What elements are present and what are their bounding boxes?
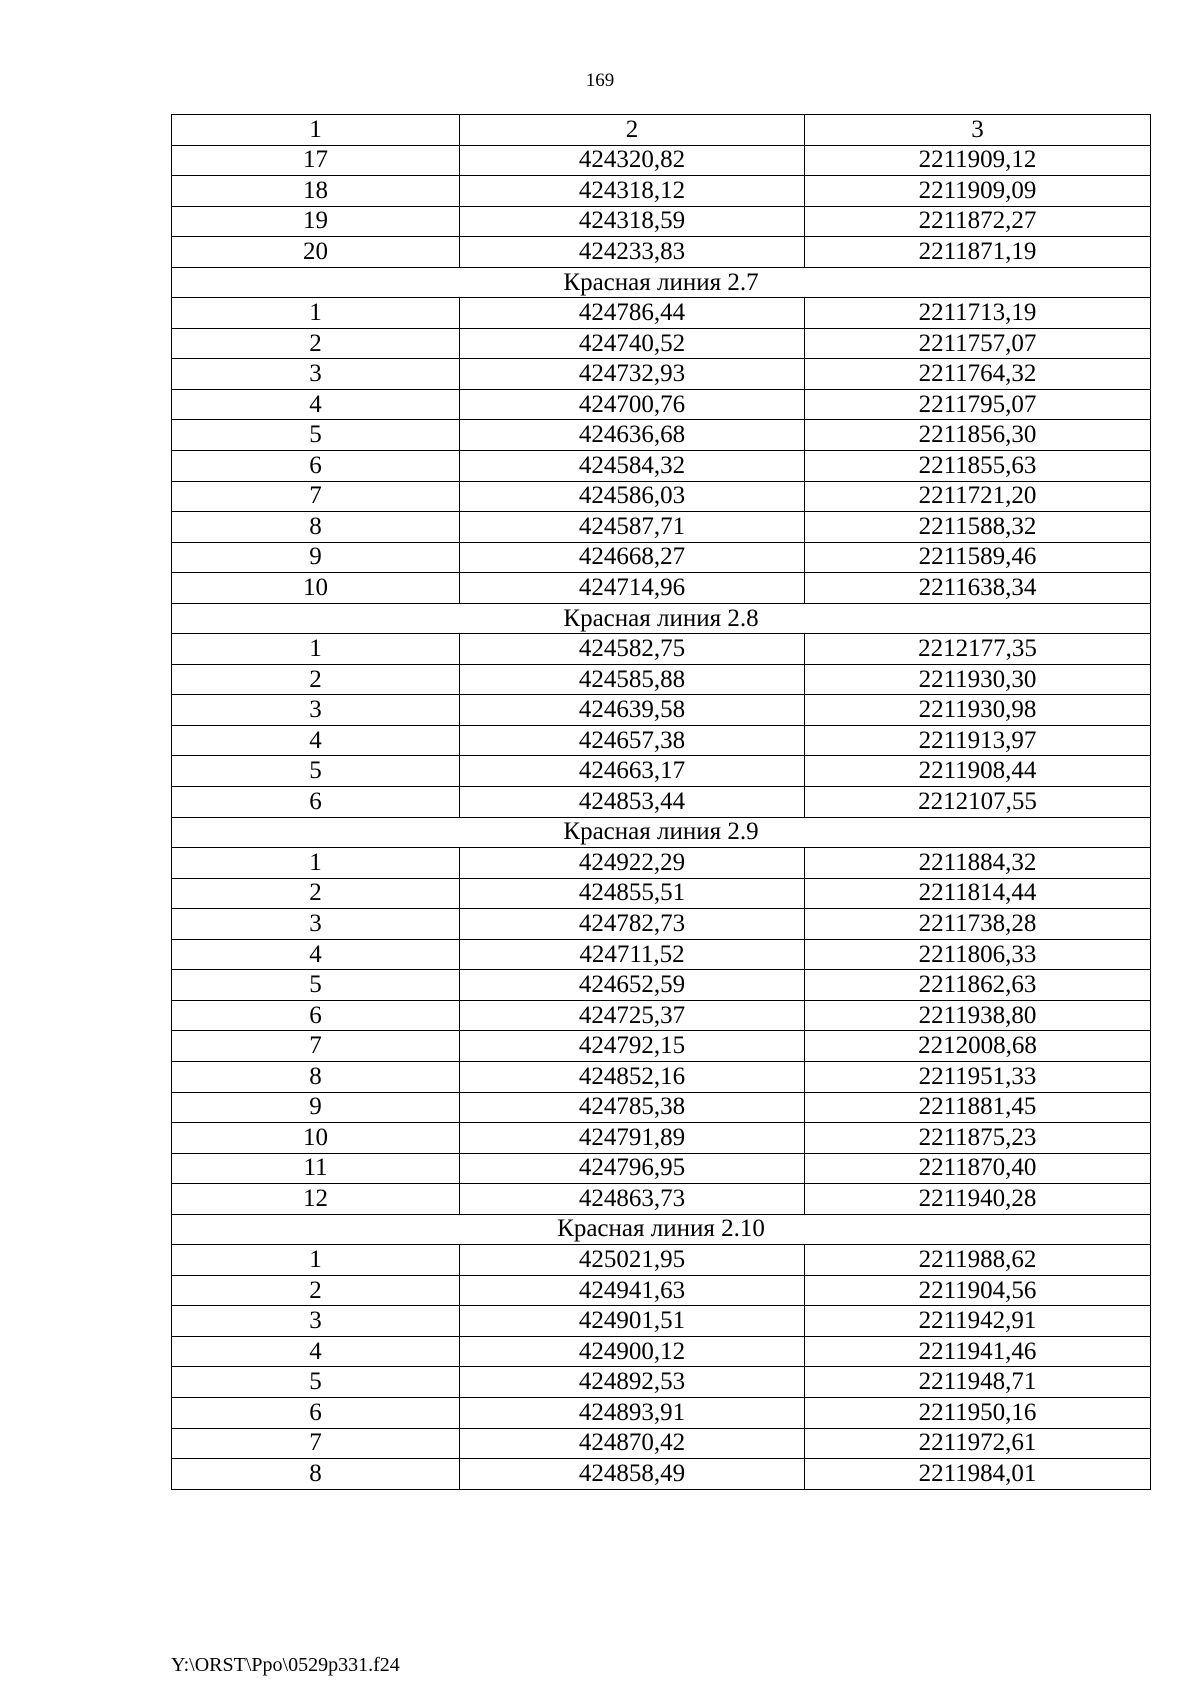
y-coordinate-cell: 2211988,62 <box>805 1245 1151 1276</box>
footer-file-path: Y:\ORST\Ppo\0529p331.f24 <box>171 1654 400 1676</box>
y-coordinate-cell: 2212107,55 <box>805 787 1151 818</box>
table-row <box>172 1061 1151 1092</box>
x-coordinate-cell: 424725,37 <box>460 1000 805 1031</box>
table-row <box>172 481 1151 512</box>
y-coordinate-cell: 2211589,46 <box>805 542 1151 573</box>
point-number-cell: 7 <box>172 1428 460 1459</box>
table-row <box>172 1397 1151 1428</box>
x-coordinate-cell: 424582,75 <box>460 634 805 665</box>
table-row <box>172 695 1151 726</box>
point-number-cell: 5 <box>172 420 460 451</box>
x-coordinate-cell: 424786,44 <box>460 298 805 329</box>
x-coordinate-cell: 424796,95 <box>460 1153 805 1184</box>
table-row <box>172 848 1151 879</box>
x-coordinate-cell: 424711,52 <box>460 939 805 970</box>
x-coordinate-cell: 424893,91 <box>460 1397 805 1428</box>
y-coordinate-cell: 2211862,63 <box>805 970 1151 1001</box>
y-coordinate-cell: 2211951,33 <box>805 1061 1151 1092</box>
section-title: Красная линия 2.9 <box>172 817 1151 848</box>
header-row <box>172 115 1151 146</box>
y-coordinate-cell: 2211764,32 <box>805 359 1151 390</box>
x-coordinate-cell: 424892,53 <box>460 1367 805 1398</box>
point-number-cell: 2 <box>172 878 460 909</box>
y-coordinate-cell: 2211721,20 <box>805 481 1151 512</box>
point-number-cell: 3 <box>172 359 460 390</box>
x-coordinate-cell: 424639,58 <box>460 695 805 726</box>
y-coordinate-cell: 2211948,71 <box>805 1367 1151 1398</box>
table-row <box>172 1031 1151 1062</box>
point-number-cell: 10 <box>172 1123 460 1154</box>
x-coordinate-cell: 424657,38 <box>460 725 805 756</box>
point-number-cell: 6 <box>172 1000 460 1031</box>
table-row <box>172 725 1151 756</box>
x-coordinate-cell: 424852,16 <box>460 1061 805 1092</box>
x-coordinate-cell: 424652,59 <box>460 970 805 1001</box>
point-number-cell: 4 <box>172 389 460 420</box>
table-row <box>172 1336 1151 1367</box>
y-coordinate-cell: 2211884,32 <box>805 848 1151 879</box>
section-title-row <box>172 817 1151 848</box>
coordinates-table-body <box>172 115 1151 1490</box>
x-coordinate-cell: 424233,83 <box>460 237 805 268</box>
x-coordinate-cell: 424663,17 <box>460 756 805 787</box>
table-row <box>172 1153 1151 1184</box>
table-row <box>172 909 1151 940</box>
table-row <box>172 1184 1151 1215</box>
header-cell-2: 2 <box>460 115 805 146</box>
table-row <box>172 1245 1151 1276</box>
table-row <box>172 970 1151 1001</box>
point-number-cell: 9 <box>172 542 460 573</box>
x-coordinate-cell: 424586,03 <box>460 481 805 512</box>
table-row <box>172 206 1151 237</box>
table-row <box>172 1367 1151 1398</box>
x-coordinate-cell: 424792,15 <box>460 1031 805 1062</box>
y-coordinate-cell: 2211940,28 <box>805 1184 1151 1215</box>
x-coordinate-cell: 424732,93 <box>460 359 805 390</box>
y-coordinate-cell: 2211913,97 <box>805 725 1151 756</box>
coordinates-table <box>171 114 1151 1490</box>
point-number-cell: 7 <box>172 1031 460 1062</box>
point-number-cell: 19 <box>172 206 460 237</box>
y-coordinate-cell: 2212008,68 <box>805 1031 1151 1062</box>
point-number-cell: 12 <box>172 1184 460 1215</box>
y-coordinate-cell: 2211870,40 <box>805 1153 1151 1184</box>
point-number-cell: 9 <box>172 1092 460 1123</box>
x-coordinate-cell: 424782,73 <box>460 909 805 940</box>
y-coordinate-cell: 2211881,45 <box>805 1092 1151 1123</box>
point-number-cell: 2 <box>172 1275 460 1306</box>
point-number-cell: 18 <box>172 176 460 207</box>
table-row <box>172 389 1151 420</box>
x-coordinate-cell: 424901,51 <box>460 1306 805 1337</box>
x-coordinate-cell: 424587,71 <box>460 512 805 543</box>
section-title: Красная линия 2.7 <box>172 267 1151 298</box>
table-row <box>172 1306 1151 1337</box>
point-number-cell: 5 <box>172 1367 460 1398</box>
y-coordinate-cell: 2211904,56 <box>805 1275 1151 1306</box>
table-row <box>172 878 1151 909</box>
point-number-cell: 5 <box>172 970 460 1001</box>
x-coordinate-cell: 424853,44 <box>460 787 805 818</box>
table-row <box>172 420 1151 451</box>
point-number-cell: 1 <box>172 634 460 665</box>
point-number-cell: 2 <box>172 664 460 695</box>
y-coordinate-cell: 2211814,44 <box>805 878 1151 909</box>
point-number-cell: 1 <box>172 1245 460 1276</box>
table-row <box>172 328 1151 359</box>
point-number-cell: 3 <box>172 695 460 726</box>
x-coordinate-cell: 424900,12 <box>460 1336 805 1367</box>
point-number-cell: 1 <box>172 848 460 879</box>
table-row <box>172 298 1151 329</box>
point-number-cell: 2 <box>172 328 460 359</box>
x-coordinate-cell: 424785,38 <box>460 1092 805 1123</box>
y-coordinate-cell: 2211638,34 <box>805 573 1151 604</box>
table-row <box>172 634 1151 665</box>
table-row <box>172 573 1151 604</box>
point-number-cell: 17 <box>172 145 460 176</box>
table-row <box>172 1428 1151 1459</box>
point-number-cell: 1 <box>172 298 460 329</box>
y-coordinate-cell: 2211930,98 <box>805 695 1151 726</box>
y-coordinate-cell: 2211972,61 <box>805 1428 1151 1459</box>
page-number: 169 <box>585 70 615 91</box>
section-title-row <box>172 1214 1151 1245</box>
table-row <box>172 176 1151 207</box>
table-row <box>172 145 1151 176</box>
y-coordinate-cell: 2211872,27 <box>805 206 1151 237</box>
x-coordinate-cell: 424700,76 <box>460 389 805 420</box>
table-row <box>172 1000 1151 1031</box>
y-coordinate-cell: 2211930,30 <box>805 664 1151 695</box>
table-row <box>172 451 1151 482</box>
point-number-cell: 6 <box>172 1397 460 1428</box>
y-coordinate-cell: 2211871,19 <box>805 237 1151 268</box>
table-row <box>172 1459 1151 1490</box>
y-coordinate-cell: 2211938,80 <box>805 1000 1151 1031</box>
x-coordinate-cell: 424740,52 <box>460 328 805 359</box>
x-coordinate-cell: 424922,29 <box>460 848 805 879</box>
header-cell-1: 1 <box>172 115 460 146</box>
x-coordinate-cell: 424636,68 <box>460 420 805 451</box>
y-coordinate-cell: 2211588,32 <box>805 512 1151 543</box>
y-coordinate-cell: 2211909,09 <box>805 176 1151 207</box>
table-row <box>172 939 1151 970</box>
point-number-cell: 11 <box>172 1153 460 1184</box>
x-coordinate-cell: 424584,32 <box>460 451 805 482</box>
point-number-cell: 3 <box>172 909 460 940</box>
table-row <box>172 512 1151 543</box>
point-number-cell: 4 <box>172 725 460 756</box>
y-coordinate-cell: 2211941,46 <box>805 1336 1151 1367</box>
point-number-cell: 10 <box>172 573 460 604</box>
y-coordinate-cell: 2211908,44 <box>805 756 1151 787</box>
x-coordinate-cell: 424318,12 <box>460 176 805 207</box>
point-number-cell: 20 <box>172 237 460 268</box>
x-coordinate-cell: 424585,88 <box>460 664 805 695</box>
y-coordinate-cell: 2211855,63 <box>805 451 1151 482</box>
y-coordinate-cell: 2211950,16 <box>805 1397 1151 1428</box>
point-number-cell: 4 <box>172 939 460 970</box>
x-coordinate-cell: 424941,63 <box>460 1275 805 1306</box>
point-number-cell: 3 <box>172 1306 460 1337</box>
point-number-cell: 6 <box>172 451 460 482</box>
x-coordinate-cell: 424714,96 <box>460 573 805 604</box>
table-row <box>172 237 1151 268</box>
y-coordinate-cell: 2211806,33 <box>805 939 1151 970</box>
point-number-cell: 6 <box>172 787 460 818</box>
table-row <box>172 787 1151 818</box>
x-coordinate-cell: 424858,49 <box>460 1459 805 1490</box>
x-coordinate-cell: 425021,95 <box>460 1245 805 1276</box>
y-coordinate-cell: 2211856,30 <box>805 420 1151 451</box>
table-row <box>172 664 1151 695</box>
point-number-cell: 8 <box>172 1061 460 1092</box>
point-number-cell: 8 <box>172 1459 460 1490</box>
header-cell-3: 3 <box>805 115 1151 146</box>
point-number-cell: 5 <box>172 756 460 787</box>
table-row <box>172 756 1151 787</box>
table-row <box>172 1275 1151 1306</box>
y-coordinate-cell: 2212177,35 <box>805 634 1151 665</box>
x-coordinate-cell: 424320,82 <box>460 145 805 176</box>
point-number-cell: 8 <box>172 512 460 543</box>
x-coordinate-cell: 424863,73 <box>460 1184 805 1215</box>
y-coordinate-cell: 2211909,12 <box>805 145 1151 176</box>
section-title-row <box>172 267 1151 298</box>
y-coordinate-cell: 2211738,28 <box>805 909 1151 940</box>
y-coordinate-cell: 2211795,07 <box>805 389 1151 420</box>
y-coordinate-cell: 2211942,91 <box>805 1306 1151 1337</box>
section-title: Красная линия 2.8 <box>172 603 1151 634</box>
x-coordinate-cell: 424791,89 <box>460 1123 805 1154</box>
y-coordinate-cell: 2211984,01 <box>805 1459 1151 1490</box>
x-coordinate-cell: 424855,51 <box>460 878 805 909</box>
y-coordinate-cell: 2211757,07 <box>805 328 1151 359</box>
x-coordinate-cell: 424668,27 <box>460 542 805 573</box>
x-coordinate-cell: 424870,42 <box>460 1428 805 1459</box>
y-coordinate-cell: 2211875,23 <box>805 1123 1151 1154</box>
table-row <box>172 359 1151 390</box>
point-number-cell: 4 <box>172 1336 460 1367</box>
table-row <box>172 1092 1151 1123</box>
table-row <box>172 1123 1151 1154</box>
y-coordinate-cell: 2211713,19 <box>805 298 1151 329</box>
x-coordinate-cell: 424318,59 <box>460 206 805 237</box>
table-row <box>172 542 1151 573</box>
point-number-cell: 7 <box>172 481 460 512</box>
section-title-row <box>172 603 1151 634</box>
section-title: Красная линия 2.10 <box>172 1214 1151 1245</box>
